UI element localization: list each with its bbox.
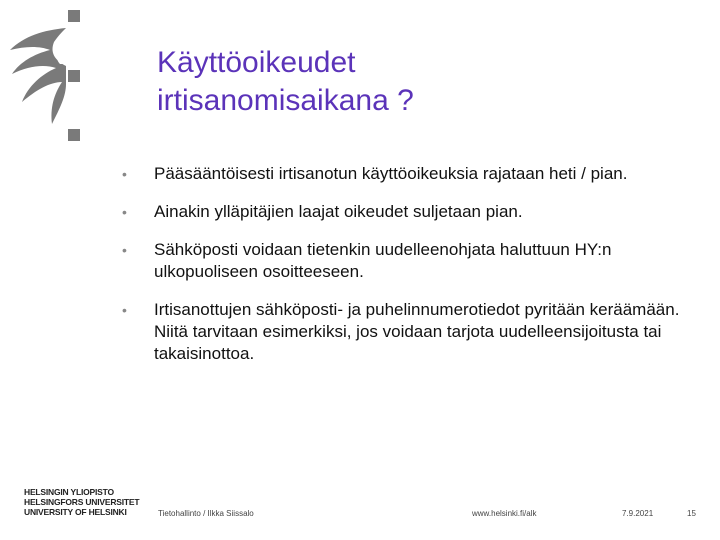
bullet-text: Pääsääntöisesti irtisanotun käyttöoikeuksia rajataan heti / pian. <box>154 164 628 183</box>
bullet-list <box>120 163 680 381</box>
slide-title <box>157 44 677 120</box>
bullet-dot-icon: • <box>122 166 127 182</box>
university-name-sv: HELSINGFORS UNIVERSITET <box>24 497 140 507</box>
bullet-dot-icon: • <box>122 242 127 258</box>
bullet-text: Sähköposti voidaan tietenkin uudelleenohjata haluttuun HY:n ulkopuoliseen osoitteeseen. <box>154 240 612 281</box>
bullet-dot-icon: • <box>122 204 127 220</box>
bullet-text: Irtisanottujen sähköposti- ja puhelinnumerotiedot pyritään keräämään. Niitä tarvitaan esimerkiksi, jos voidaan tarjota uudelleensijoitusta tai takaisinottoa. <box>154 300 680 363</box>
university-name <box>24 487 139 517</box>
footer-date: 7.9.2021 <box>622 509 654 518</box>
university-name-fi: HELSINGIN YLIOPISTO <box>24 487 114 497</box>
title-line-2: irtisanomisaikana ? <box>157 84 414 117</box>
page-number: 15 <box>687 509 696 518</box>
title-line-1: Käyttöoikeudet <box>157 46 356 79</box>
footer-author: Tietohallinto / Ilkka Siissalo <box>158 509 254 518</box>
university-name-en: UNIVERSITY OF HELSINKI <box>24 507 127 517</box>
bullet-item <box>120 201 680 223</box>
bullet-item <box>120 163 680 185</box>
bullet-item <box>120 299 680 365</box>
bullet-text: Ainakin ylläpitäjien laajat oikeudet suljetaan pian. <box>154 202 523 221</box>
bullet-dot-icon: • <box>122 302 127 318</box>
footer-url[interactable]: www.helsinki.fi/alk <box>472 509 537 518</box>
university-logo-icon <box>4 6 104 141</box>
bullet-item <box>120 239 680 283</box>
